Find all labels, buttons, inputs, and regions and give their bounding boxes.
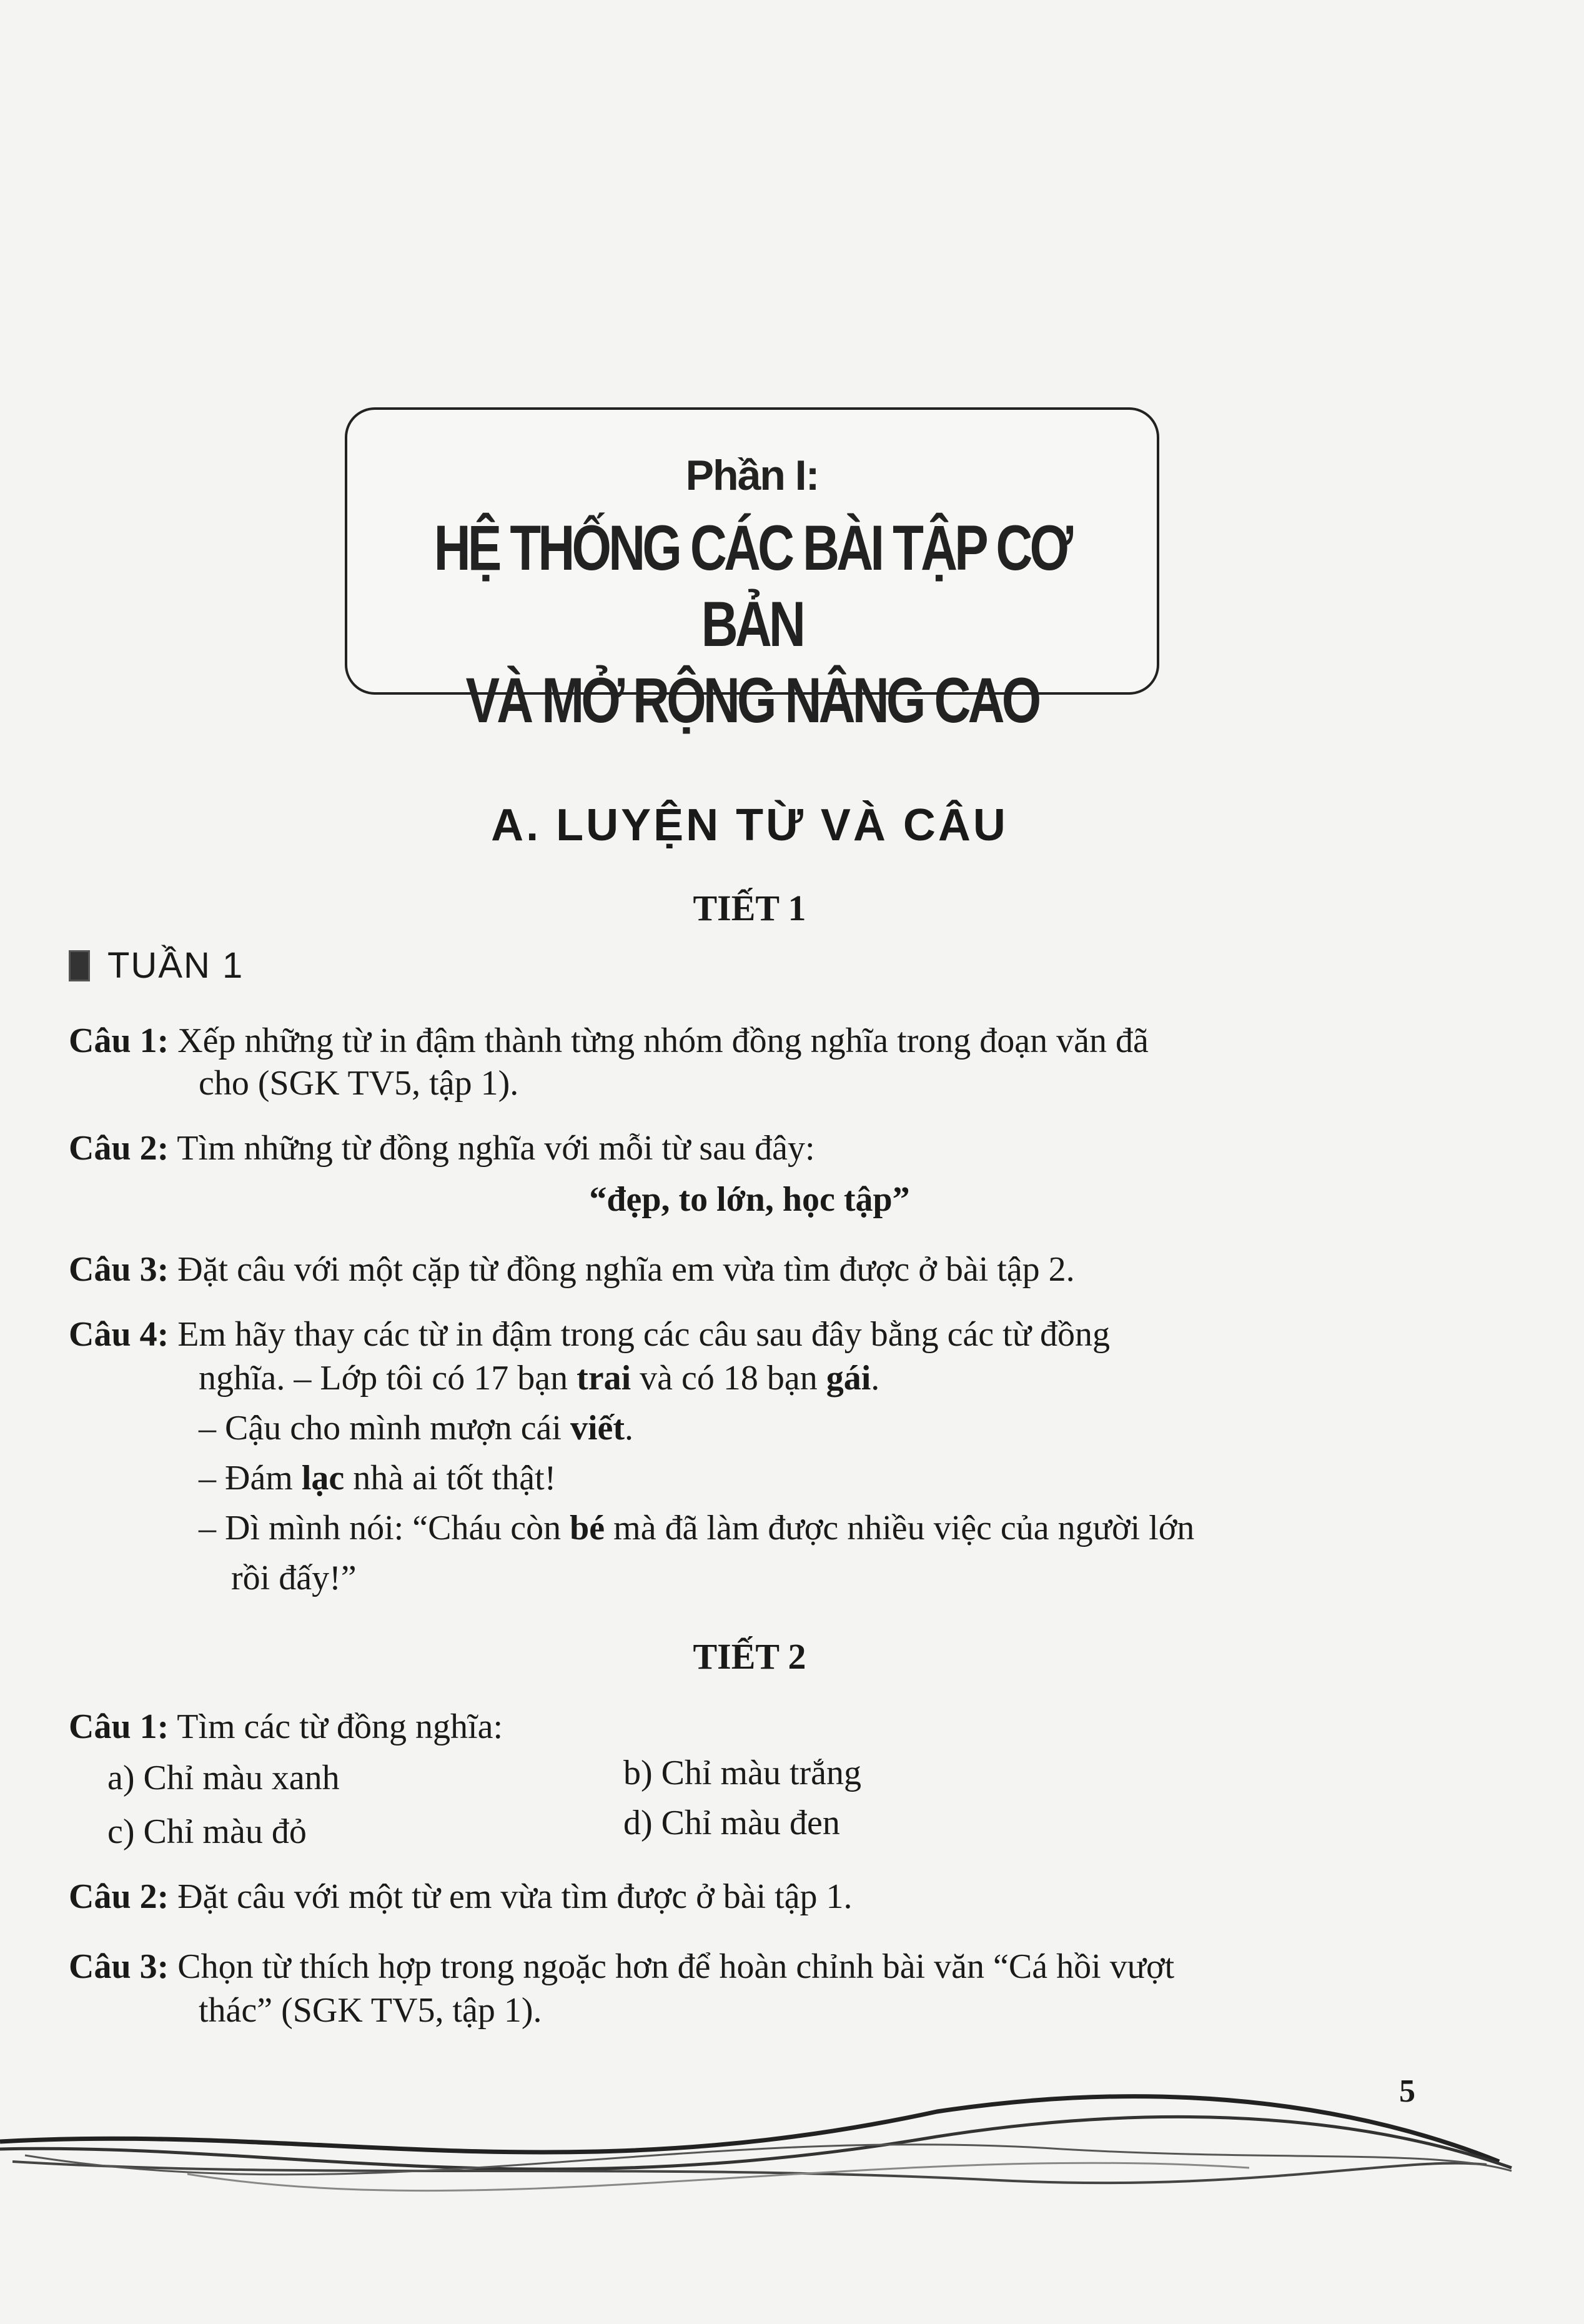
bold-word: lạc	[301, 1459, 345, 1497]
t1-question-3	[69, 1247, 1430, 1292]
t1-bullet-2	[199, 1456, 1442, 1501]
tiet-2-heading: TIẾT 2	[693, 1636, 806, 1677]
t2-question-3	[69, 1944, 1430, 1989]
question-label: Câu 2:	[69, 1129, 169, 1168]
question-label: Câu 2:	[69, 1877, 169, 1916]
question-text: Xếp những từ in đậm thành từng nhóm đồng nghĩa trong đoạn văn đã	[177, 1021, 1149, 1060]
question-label: Câu 4:	[69, 1315, 169, 1354]
wave-line-1	[0, 2097, 1499, 2162]
t1-question-1	[69, 1018, 1430, 1063]
t1-question-4	[69, 1312, 1430, 1357]
t2-option-d: d) Chỉ màu đen	[623, 1804, 840, 1842]
section-title: A. LUYỆN TỪ VÀ CÂU	[491, 800, 1008, 850]
text-run: nghĩa. – Lớp tôi có 17 bạn	[199, 1359, 577, 1398]
question-text: Tìm những từ đồng nghĩa với mỗi từ sau đây:	[177, 1129, 815, 1168]
text-run: và có 18 bạn	[631, 1359, 826, 1398]
t1-bullet-3	[199, 1506, 1442, 1551]
text-run: .	[625, 1409, 634, 1448]
bold-word: trai	[577, 1359, 631, 1398]
bold-word: viết	[570, 1409, 625, 1448]
question-text: Đặt câu với một cặp từ đồng nghĩa em vừa tìm được ở bài tập 2.	[177, 1250, 1075, 1289]
part-title-line-1: HỆ THỐNG CÁC BÀI TẬP CƠ BẢN	[433, 512, 1071, 660]
t2-question-3-cont: thác” (SGK TV5, tập 1).	[199, 1991, 542, 2030]
t2-question-2	[69, 1874, 1430, 1919]
t1-question-2-words: “đẹp, to lớn, học tập”	[589, 1180, 910, 1219]
question-text: Tìm các từ đồng nghĩa:	[177, 1707, 503, 1746]
decorative-wave-lines	[0, 2087, 1584, 2324]
question-label: Câu 3:	[69, 1947, 169, 1986]
text-run: nhà ai tốt thật!	[344, 1459, 557, 1497]
tiet-1-heading: TIẾT 1	[693, 888, 806, 928]
week-heading	[69, 945, 244, 986]
text-run: – Cậu cho mình mượn cái	[199, 1409, 570, 1448]
question-label: Câu 1:	[69, 1707, 169, 1746]
question-label: Câu 3:	[69, 1250, 169, 1289]
part-title	[426, 510, 1077, 738]
part-label: Phần I:	[685, 452, 819, 499]
wave-line-5	[187, 2163, 1249, 2190]
question-text: Em hãy thay các từ in đậm trong các câu sau đây bằng các từ đồng	[177, 1315, 1111, 1354]
square-bullet-icon	[69, 950, 90, 981]
bold-word: gái	[826, 1359, 871, 1398]
page-number: 5	[1399, 2073, 1415, 2109]
bold-word: bé	[570, 1509, 605, 1547]
t2-option-a: a) Chỉ màu xanh	[107, 1759, 340, 1797]
t1-question-2	[69, 1126, 1430, 1171]
text-run: – Dì mình nói: “Cháu còn	[199, 1509, 570, 1547]
question-text: Đặt câu với một từ em vừa tìm được ở bài tập 1.	[177, 1877, 853, 1916]
text-run: mà đã làm được nhiều việc của người lớn	[605, 1509, 1195, 1547]
t2-option-c: c) Chỉ màu đỏ	[107, 1812, 307, 1851]
text-run: – Đám	[199, 1459, 302, 1497]
t2-question-1	[69, 1704, 1430, 1749]
text-run: .	[871, 1359, 880, 1398]
week-label: TUẦN 1	[107, 945, 244, 986]
t1-bullet-1	[199, 1406, 1442, 1451]
question-text: Chọn từ thích hợp trong ngoặc hơn để hoàn chỉnh bài văn “Cá hồi vượt	[177, 1947, 1175, 1986]
t1-bullet-3-cont: rồi đấy!”	[231, 1559, 357, 1597]
part-title-line-2: VÀ MỞ RỘNG NÂNG CAO	[465, 665, 1039, 736]
t1-question-4-cont	[199, 1356, 1442, 1401]
question-label: Câu 1:	[69, 1021, 169, 1060]
t2-option-b: b) Chỉ màu trắng	[623, 1754, 862, 1792]
t1-question-1-cont: cho (SGK TV5, tập 1).	[199, 1064, 519, 1103]
